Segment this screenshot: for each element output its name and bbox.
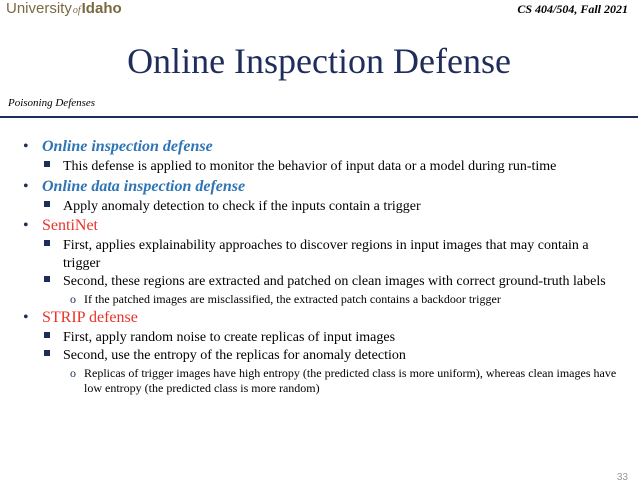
bullet-dot-icon: • — [23, 138, 29, 155]
sub-bullet-text: Apply anomaly detection to check if the inputs contain a trigger — [63, 198, 421, 214]
slide-subtitle: Poisoning Defenses — [8, 97, 96, 109]
circle-bullet-icon: o — [70, 291, 76, 306]
square-bullet-icon — [44, 332, 50, 338]
sub-sub-bullet — [0, 366, 638, 396]
square-bullet-icon — [44, 161, 50, 167]
square-bullet-icon — [44, 201, 50, 207]
sub-bullet-text: Second, use the entropy of the replicas for anomaly detection — [63, 348, 406, 363]
bullet-label: STRIP defense — [42, 308, 138, 326]
logo-idaho: Idaho — [81, 0, 122, 17]
sub-bullet — [0, 329, 638, 347]
title-divider — [0, 116, 638, 118]
bullet-dot-icon: • — [23, 177, 29, 195]
square-bullet-icon — [44, 240, 50, 246]
sub-bullet — [0, 237, 638, 272]
slide-title: Online Inspection Defense — [127, 41, 511, 81]
bullet-online-data-inspection — [0, 177, 638, 197]
sub-bullet-text: First, apply random noise to create replicas of input images — [63, 329, 396, 345]
bullet-sentinet — [0, 216, 638, 236]
slide-content — [0, 137, 638, 397]
bullet-label: Online data inspection defense — [42, 177, 246, 195]
sub-bullet-text: This defense is applied to monitor the behavior of input data or a model during run-time — [63, 159, 557, 174]
sub-bullet — [0, 158, 638, 176]
logo-of: of — [72, 5, 81, 16]
square-bullet-icon — [44, 350, 50, 356]
circle-bullet-icon: o — [70, 365, 76, 380]
sub-bullet — [0, 273, 638, 291]
sub-bullet — [0, 347, 638, 365]
bullet-label: SentiNet — [42, 217, 98, 234]
logo-university: University — [6, 0, 72, 17]
sub-bullet — [0, 198, 638, 216]
bullet-dot-icon: • — [23, 217, 29, 234]
bullet-dot-icon: • — [23, 308, 29, 326]
university-logo — [6, 0, 122, 20]
bullet-online-inspection — [0, 137, 638, 157]
page-number: 33 — [616, 472, 628, 483]
bullet-label: Online inspection defense — [42, 138, 213, 155]
course-label: CS 404/504, Fall 2021 — [517, 2, 628, 16]
sub-sub-bullet-text: Replicas of trigger images have high entropy (the predicted class is more uniform), whereas clean images have low entropy (the predicted class is more random) — [84, 365, 617, 395]
bullet-strip-defense — [0, 308, 638, 328]
sub-bullet-text: Second, these regions are extracted and patched on clean images with correct ground-truth labels — [63, 274, 606, 289]
sub-sub-bullet — [0, 292, 638, 307]
square-bullet-icon — [44, 276, 50, 282]
sub-bullet-text: First, applies explainability approaches to discover regions in input images that may contain a trigger — [63, 238, 589, 271]
sub-sub-bullet-text: If the patched images are misclassified, the extracted patch contains a backdoor trigger — [84, 291, 501, 306]
